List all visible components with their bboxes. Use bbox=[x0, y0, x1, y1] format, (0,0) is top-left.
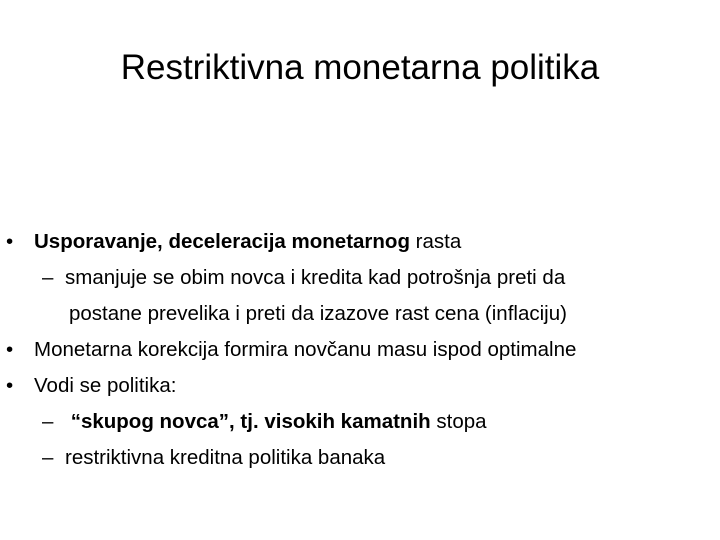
sub-item-text: smanjuje se obim novca i kredita kad potrošnja preti da bbox=[65, 266, 566, 289]
bullet-item-policy bbox=[0, 368, 720, 404]
slide-body bbox=[0, 224, 720, 476]
sub-item-expensive-money bbox=[0, 404, 720, 440]
bullet-item-deceleration bbox=[0, 224, 720, 260]
sub-item-text-continued: postane prevelika i preti da izazove rast cena (inflaciju) bbox=[69, 302, 567, 325]
slide-title: Restriktivna monetarna politika bbox=[120, 48, 600, 87]
dash-icon: – bbox=[42, 446, 54, 469]
bullet-icon: • bbox=[6, 338, 14, 361]
sub-item-continuation bbox=[0, 296, 720, 332]
bullet-text: Vodi se politika: bbox=[34, 374, 177, 397]
bullet-icon: • bbox=[6, 374, 14, 397]
sub-item-money-reduction bbox=[0, 260, 720, 296]
dash-icon: – bbox=[42, 410, 54, 433]
sub-item-text: restriktivna kreditna politika banaka bbox=[65, 446, 386, 469]
bullet-text: Monetarna korekcija formira novčanu masu ispod optimalne bbox=[34, 338, 577, 361]
sub-item-text: stopa bbox=[430, 410, 487, 433]
sub-item-bold-text: “skupog novca”, tj. visokih kamatnih bbox=[70, 410, 431, 433]
bullet-text: rasta bbox=[409, 230, 462, 253]
bullet-bold-text: Usporavanje, deceleracija monetarnog bbox=[34, 230, 410, 253]
bullet-icon: • bbox=[6, 230, 14, 253]
bullet-item-correction bbox=[0, 332, 720, 368]
sub-item-credit-policy bbox=[0, 440, 720, 476]
dash-icon: – bbox=[42, 266, 54, 289]
